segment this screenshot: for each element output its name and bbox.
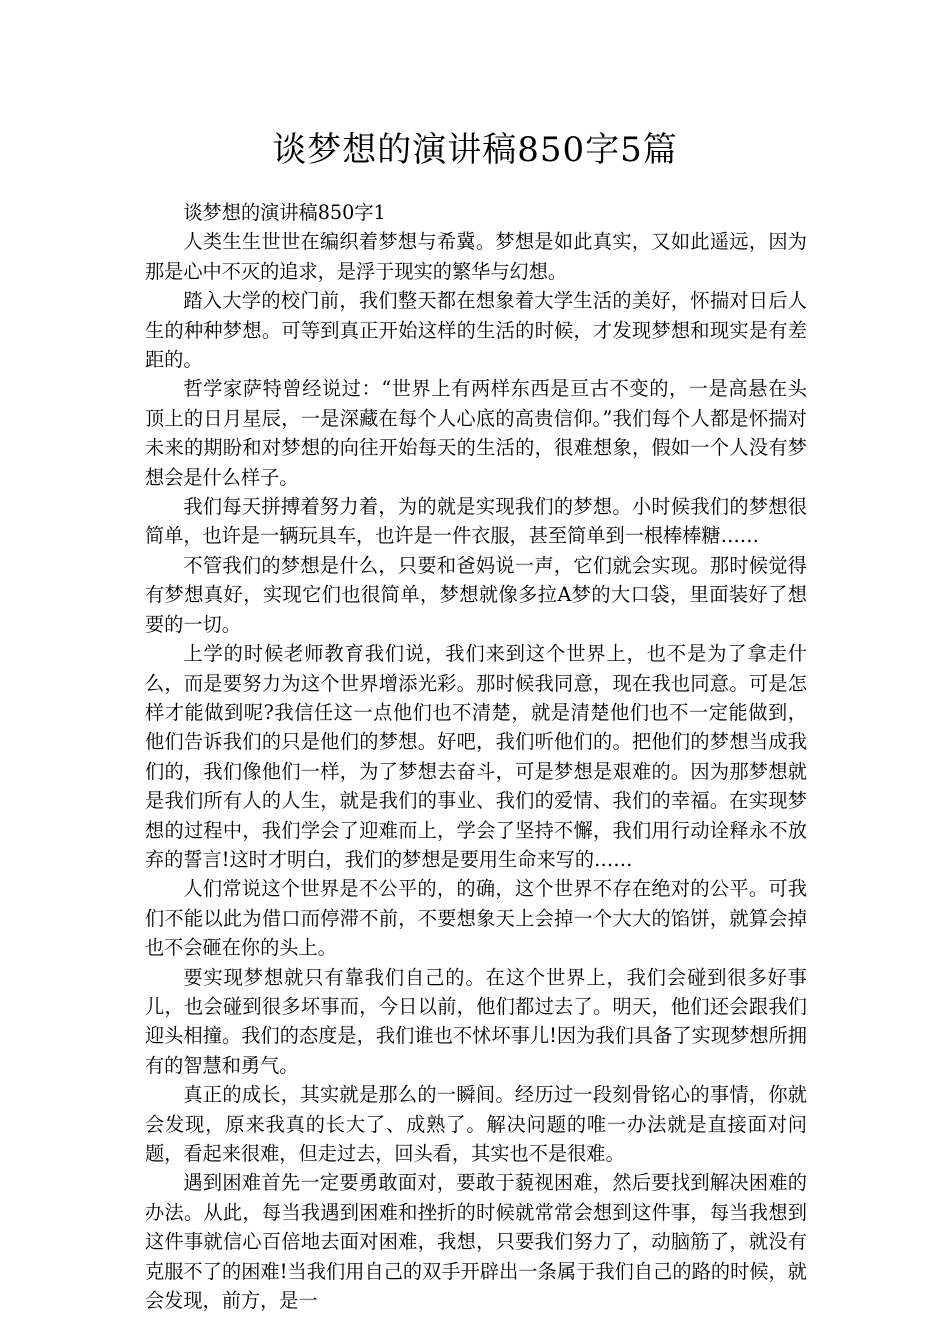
paragraph-1: 人类生生世世在编织着梦想与希冀。梦想是如此真实，又如此遥远，因为那是心中不灭的追求，是浮于现实的繁华与幻想。	[145, 230, 807, 283]
document-body	[145, 198, 807, 1315]
paragraph-5: 不管我们的梦想是什么，只要和爸妈说一声，它们就会实现。那时候觉得有梦想真好，实现它们也很简单，梦想就像多拉A梦的大口袋，里面装好了想要的一切。	[145, 553, 807, 636]
paragraph-2: 踏入大学的校门前，我们整天都在想象着大学生活的美好，怀揣对日后人生的种种梦想。可等到真正开始这样的生活的时候，才发现梦想和现实是有差距的。	[145, 289, 807, 372]
paragraph-9: 真正的成长，其实就是那么的一瞬间。经历过一段刻骨铭心的事情，你就会发现，原来我真的长大了、成熟了。解决问题的唯一办法就是直接面对问题，看起来很难，但走过去，回头看，其实也不是很难。	[145, 1083, 807, 1165]
paragraph-6: 上学的时候老师教育我们说，我们来到这个世界上，也不是为了拿走什么，而是要努力为这个世界增添光彩。那时候我同意，现在我也同意。可是怎样才能做到呢?我信任这一点他们也不清楚，就是清楚他们也不一定能做到，他们告诉我们的只是他们的梦想。好吧，我们听他们的。把他们的梦想当成我们的，我们像他们一样，为了梦想去奋斗，可是梦想是艰难的。因为那梦想就是我们所有人的人生，就是我们的事业、我们的爱情、我们的幸福。在实现梦想的过程中，我们学会了迎难而上，学会了坚持不懈，我们用行动诠释永不放弃的誓言!这时才明白，我们的梦想是要用生命来写的……	[145, 642, 807, 871]
page-title: 谈梦想的演讲稿850字5篇	[272, 130, 678, 170]
section-subheading: 谈梦想的演讲稿850字1	[183, 201, 386, 224]
paragraph-7: 人们常说这个世界是不公平的，的确，这个世界不存在绝对的公平。可我们不能以此为借口而停滞不前，不要想象天上会掉一个大大的馅饼，就算会掉也不会砸在你的头上。	[145, 877, 807, 960]
paragraph-3: 哲学家萨特曾经说过：“世界上有两样东西是亘古不变的，一是高悬在头顶上的日月星辰，一是深藏在每个人心底的高贵信仰。”我们每个人都是怀揣对未来的期盼和对梦想的向往开始每天的生活的，很难想象，假如一个人没有梦想会是什么样子。	[145, 377, 807, 489]
paragraph-4: 我们每天拼搏着努力着，为的就是实现我们的梦想。小时候我们的梦想很简单，也许是一辆玩具车，也许是一件衣服，甚至简单到一根棒棒糖……	[145, 495, 807, 548]
paragraph-10: 遇到困难首先一定要勇敢面对，要敢于藐视困难，然后要找到解决困难的办法。从此，每当我遇到困难和挫折的时候就常常会想到这件事，每当我想到这件事就信心百倍地去面对困难，我想，只要我们努力了，动脑筋了，就没有克服不了的困难!当我们用自己的双手开辟出一条属于我们自己的路的时候，就会发现，前方，是一	[145, 1171, 807, 1313]
paragraph-8: 要实现梦想就只有靠我们自己的。在这个世界上，我们会碰到很多好事儿，也会碰到很多坏事而，今日以前，他们都过去了。明天，他们还会跟我们迎头相撞。我们的态度是，我们谁也不怵坏事儿!因为我们具备了实现梦想所拥有的智慧和勇气。	[145, 965, 807, 1077]
